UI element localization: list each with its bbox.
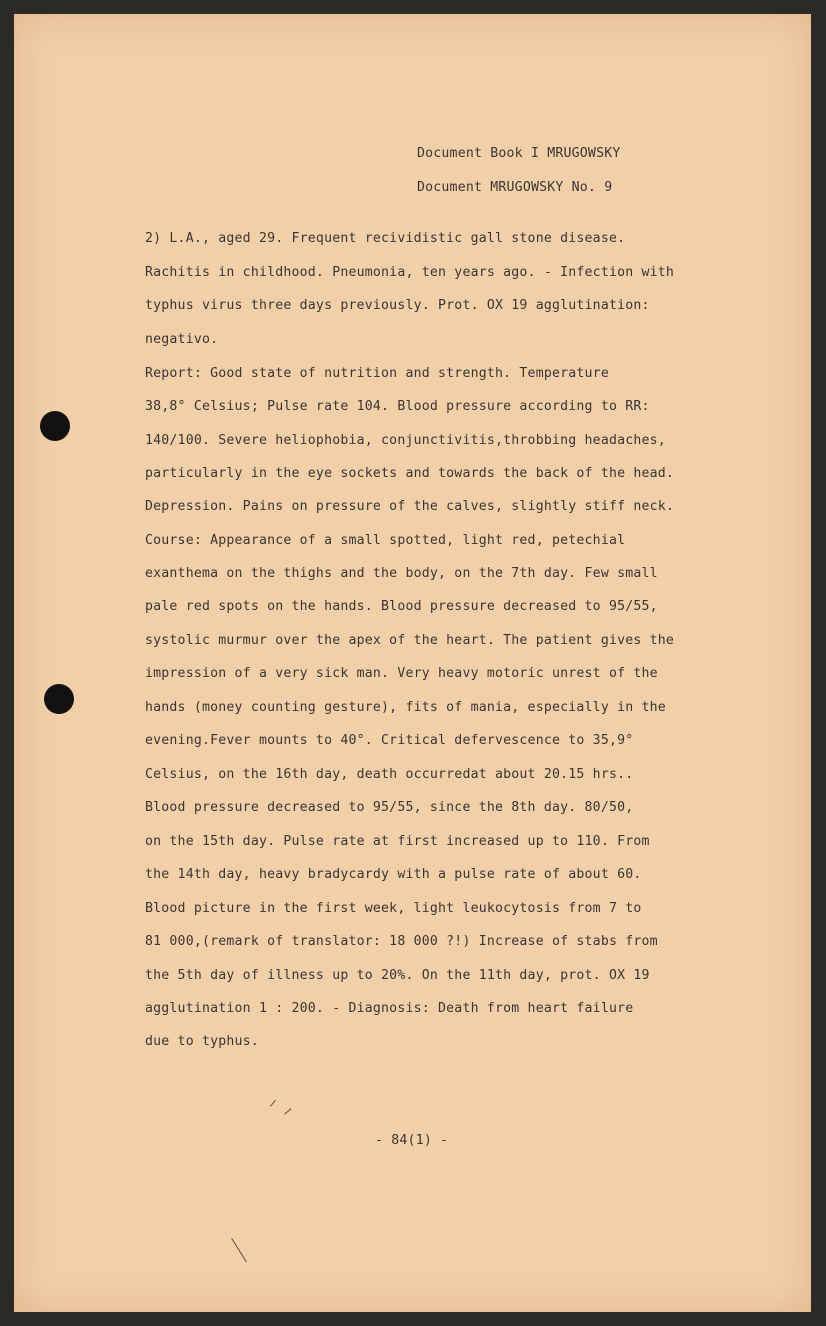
course-text-line: due to typhus. (145, 1034, 259, 1049)
report-text-line: 140/100. Severe heliophobia, conjunctivitis,throbbing headaches, (145, 433, 666, 448)
course-text-line: evening.Fever mounts to 40°. Critical defervescence to 35,9° (145, 733, 634, 748)
report-text-line: 38,8° Celsius; Pulse rate 104. Blood pressure according to RR: (145, 399, 650, 414)
case-text-line: Rachitis in childhood. Pneumonia, ten years ago. - Infection with (145, 265, 675, 280)
punch-hole (44, 684, 74, 714)
course-text-line: on the 15th day. Pulse rate at first increased up to 110. From (145, 834, 650, 849)
course-text-line: exanthema on the thighs and the body, on the 7th day. Few small (145, 566, 658, 581)
course-text-line: agglutination 1 : 200. - Diagnosis: Death from heart failure (145, 1001, 634, 1016)
course-text-line: the 5th day of illness up to 20%. On the 11th day, prot. OX 19 (145, 968, 650, 983)
report-text-line: Depression. Pains on pressure of the calves, slightly stiff neck. (145, 499, 675, 514)
report-text-line: particularly in the eye sockets and towards the back of the head. (145, 466, 675, 481)
course-text-line: impression of a very sick man. Very heavy motoric unrest of the (145, 666, 658, 681)
course-text-line: pale red spots on the hands. Blood pressure decreased to 95/55, (145, 599, 658, 614)
course-text-line: hands (money counting gesture), fits of mania, especially in the (145, 700, 666, 715)
case-text-line: negativo. (145, 332, 219, 347)
page-number: - 84(1) - (375, 1133, 449, 1148)
document-book-heading: Document Book I MRUGOWSKY (417, 146, 621, 161)
case-text-line: 2) L.A., aged 29. Frequent recividistic gall stone disease. (145, 231, 626, 246)
course-text-line: 81 000,(remark of translator: 18 000 ?!) Increase of stabs from (145, 934, 658, 949)
course-text-line: Course: Appearance of a small spotted, light red, petechial (145, 533, 626, 548)
course-text-line: Celsius, on the 16th day, death occurredat about 20.15 hrs.. (145, 767, 634, 782)
report-text-line: Report: Good state of nutrition and strength. Temperature (145, 366, 609, 381)
paper-sheet (14, 14, 811, 1312)
document-number-heading: Document MRUGOWSKY No. 9 (417, 180, 613, 195)
punch-hole (40, 411, 70, 441)
case-text-line: typhus virus three days previously. Prot. OX 19 agglutination: (145, 298, 650, 313)
course-text-line: Blood pressure decreased to 95/55, since the 8th day. 80/50, (145, 800, 634, 815)
course-text-line: Blood picture in the first week, light leukocytosis from 7 to (145, 901, 642, 916)
course-text-line: systolic murmur over the apex of the heart. The patient gives the (145, 633, 675, 648)
course-text-line: the 14th day, heavy bradycardy with a pulse rate of about 60. (145, 867, 642, 882)
